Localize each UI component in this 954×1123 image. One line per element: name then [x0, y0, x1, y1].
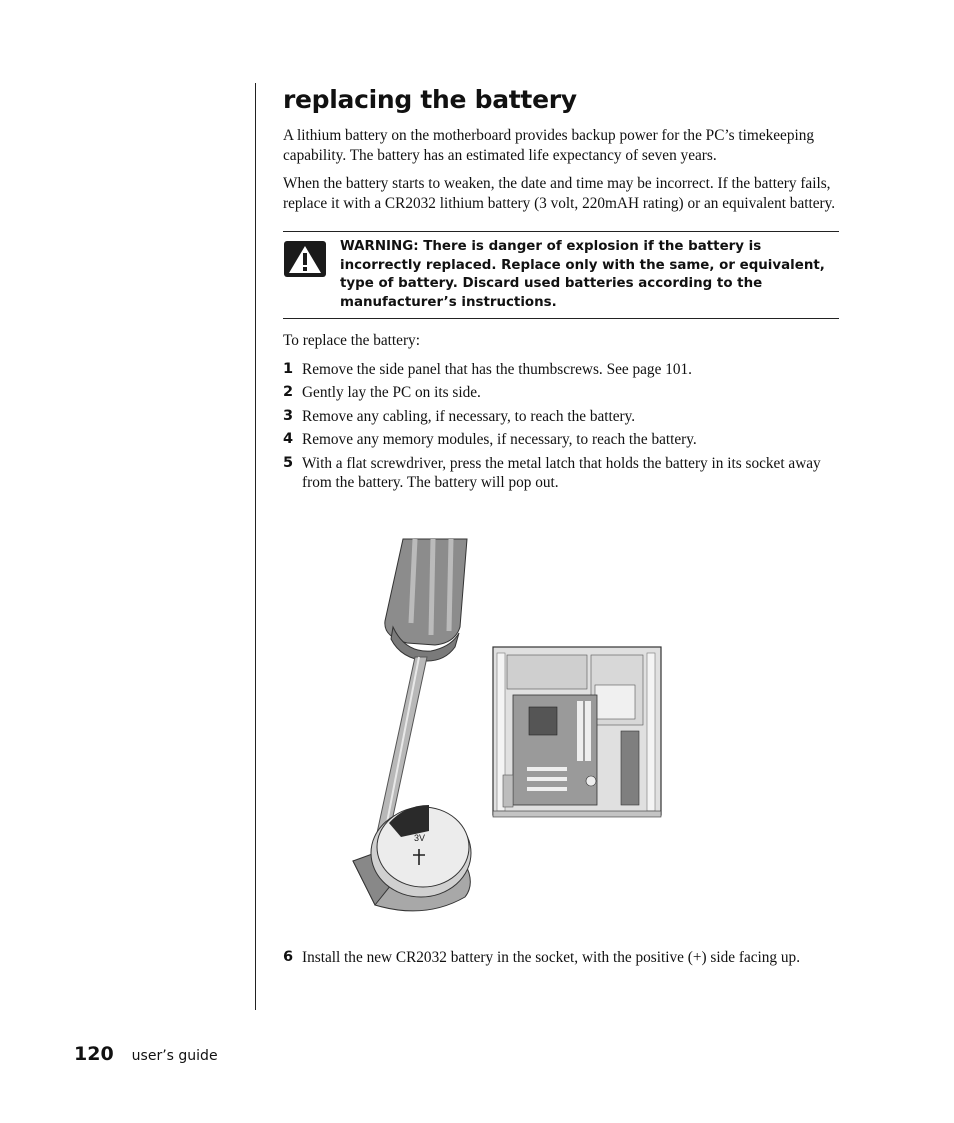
- battery-voltage-label: 3V: [414, 833, 426, 843]
- page-footer: [74, 1043, 218, 1065]
- margin-rule: [255, 83, 256, 1010]
- step-number: 1: [283, 360, 294, 377]
- step-text: With a flat screwdriver, press the metal latch that holds the battery in its socket away from the battery. The battery will pop out.: [302, 454, 821, 491]
- list-item: [283, 454, 839, 493]
- step-text: Remove any cabling, if necessary, to reach the battery.: [302, 407, 636, 425]
- pc-chassis-icon: [493, 647, 661, 817]
- step-number: 2: [283, 384, 294, 400]
- screwdriver-icon: [377, 539, 467, 835]
- page-title: replacing the battery: [283, 85, 577, 114]
- warning-box: [283, 231, 839, 319]
- warning-triangle-icon: [283, 240, 327, 278]
- step-text: Remove any memory modules, if necessary, to reach the battery.: [302, 431, 697, 448]
- battery-removal-illustration: [345, 535, 670, 915]
- battery-socket-icon: [353, 805, 471, 911]
- step-text: Install the new CR2032 battery in the socket, with the positive (+) side facing up.: [302, 949, 801, 966]
- step-number: 5: [283, 454, 294, 471]
- step-text: Gently lay the PC on its side.: [302, 384, 481, 401]
- steps-intro: To replace the battery:: [283, 332, 420, 349]
- page-number: 120: [74, 1043, 114, 1065]
- list-item: [283, 430, 839, 450]
- guide-label: user’s guide: [131, 1048, 218, 1064]
- paragraph-weaken: When the battery starts to weaken, the date and time may be incorrect. If the battery fails, replace it with a CR2032 lithium battery (3 volt, 220mAH rating) or an equivalent battery.: [283, 175, 836, 212]
- step-text: Remove the side panel that has the thumbscrews. See page 101.: [302, 360, 692, 378]
- steps-list-continued: [283, 948, 839, 968]
- steps-list: [283, 360, 839, 493]
- step-six: [283, 948, 839, 972]
- step-number: 6: [283, 949, 294, 965]
- paragraph-lithium: A lithium battery on the motherboard provides backup power for the PC’s timekeeping capability. The battery has an estimated life expectancy of seven years.: [283, 127, 815, 164]
- list-item: [283, 360, 839, 380]
- list-item: [283, 383, 839, 403]
- list-item: [283, 407, 839, 427]
- step-number: 3: [283, 407, 294, 424]
- list-item: [283, 948, 839, 968]
- main-content: [283, 80, 839, 497]
- step-number: 4: [283, 431, 294, 447]
- warning-text: WARNING: There is danger of explosion if the battery is incorrectly replaced. Replace only with the same, or equivalent, type of battery. Discard used batteries according to the manufacturer’s instructions.: [340, 239, 825, 310]
